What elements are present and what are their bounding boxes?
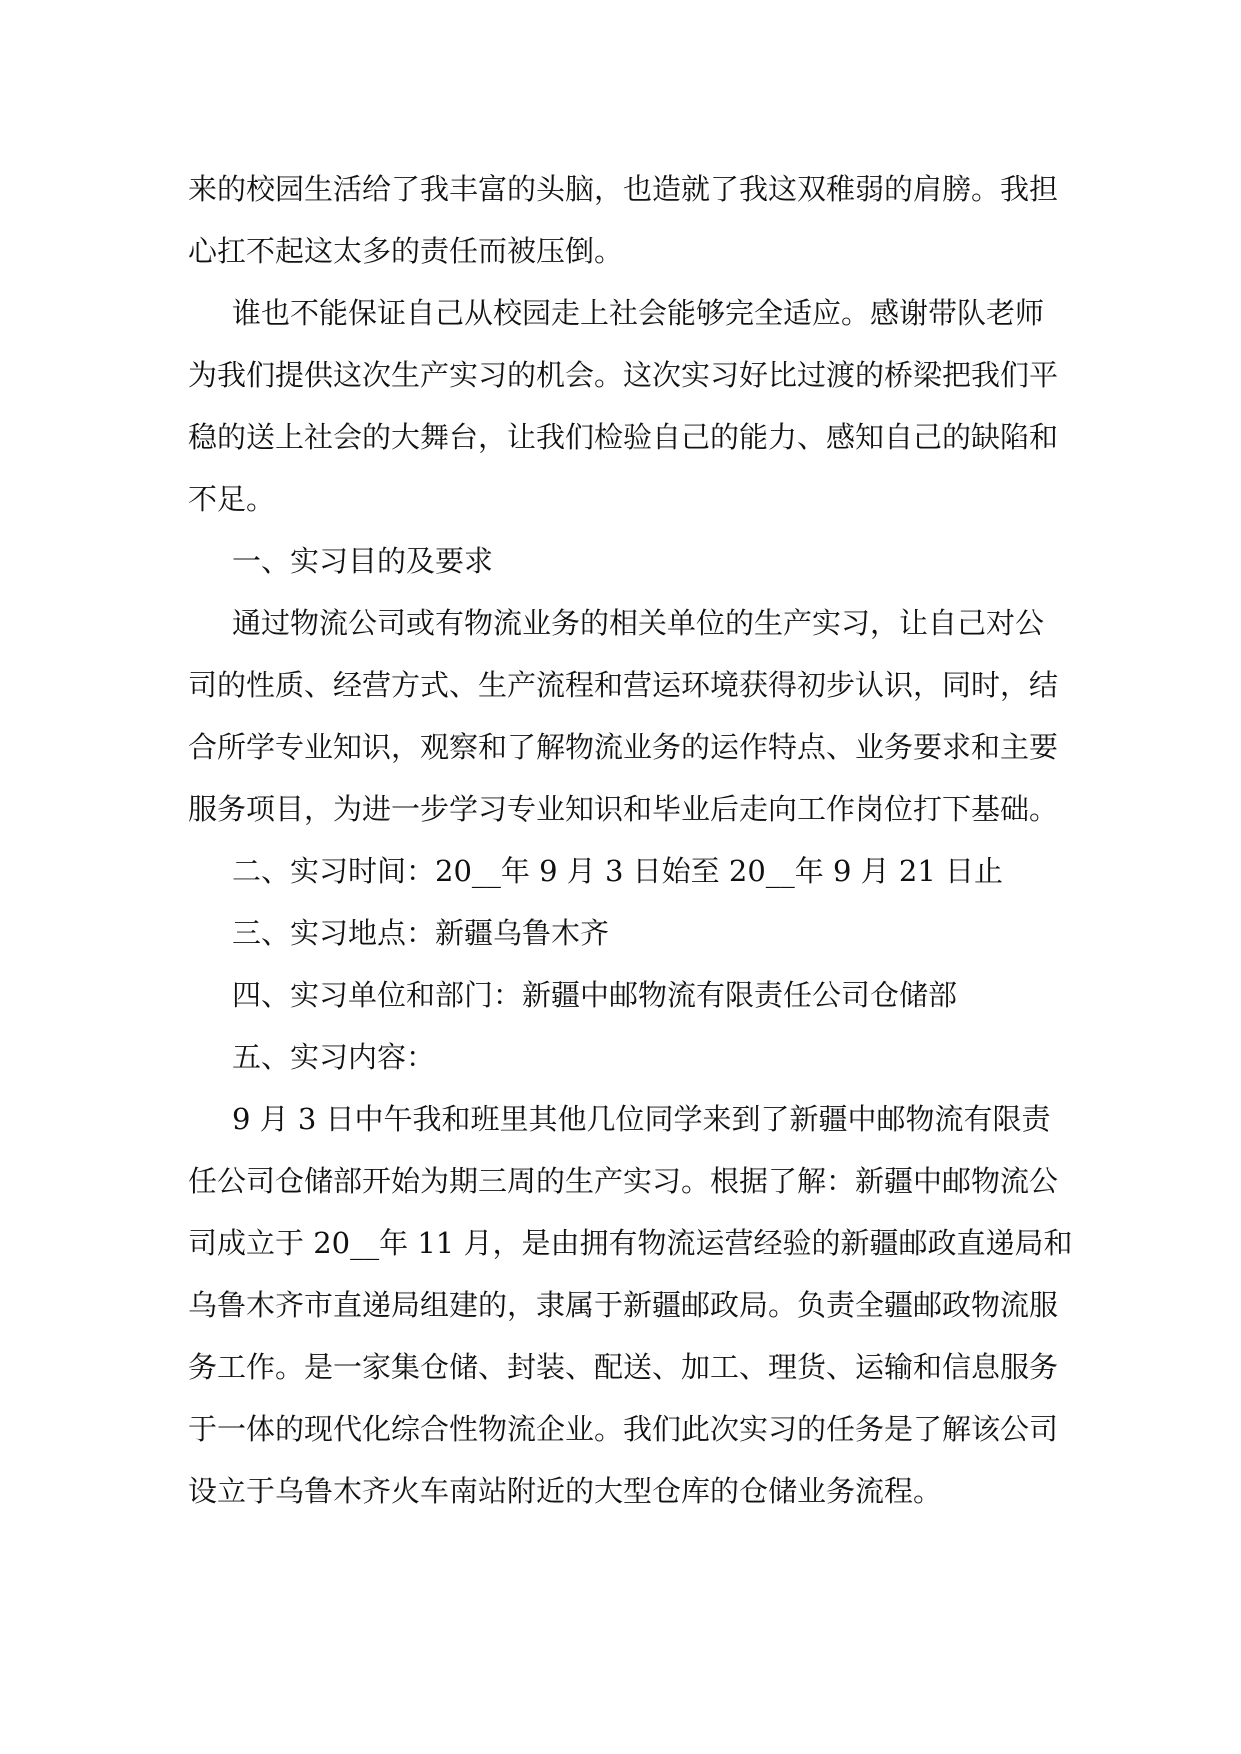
section-heading: 五、实习内容： bbox=[232, 1040, 436, 1074]
section-heading: 四、实习单位和部门：新疆中邮物流有限责任公司仓储部 bbox=[232, 978, 958, 1012]
body-line: 稳的送上社会的大舞台，让我们检验自己的能力、感知自己的缺陷和 bbox=[188, 420, 1059, 454]
body-line: 心扛不起这太多的责任而被压倒。 bbox=[188, 234, 624, 268]
body-line: 司的性质、经营方式、生产流程和营运环境获得初步认识，同时，结 bbox=[188, 668, 1059, 702]
section-heading: 一、实习目的及要求 bbox=[232, 544, 494, 578]
body-line: 司成立于 20__年 11 月，是由拥有物流运营经验的新疆邮政直递局和 bbox=[188, 1226, 1073, 1260]
body-line: 务工作。是一家集仓储、封装、配送、加工、理货、运输和信息服务 bbox=[188, 1350, 1059, 1384]
body-line: 设立于乌鲁木齐火车南站附近的大型仓库的仓储业务流程。 bbox=[188, 1474, 943, 1508]
body-line: 合所学专业知识，观察和了解物流业务的运作特点、业务要求和主要 bbox=[188, 730, 1059, 764]
body-line: 任公司仓储部开始为期三周的生产实习。根据了解：新疆中邮物流公 bbox=[188, 1164, 1059, 1198]
body-line: 乌鲁木齐市直递局组建的，隶属于新疆邮政局。负责全疆邮政物流服 bbox=[188, 1288, 1059, 1322]
body-line: 服务项目，为进一步学习专业知识和毕业后走向工作岗位打下基础。 bbox=[188, 792, 1059, 826]
body-line: 不足。 bbox=[188, 482, 276, 516]
document-body bbox=[188, 158, 1073, 1522]
body-line: 通过物流公司或有物流业务的相关单位的生产实习，让自己对公 bbox=[232, 606, 1045, 640]
section-heading: 三、实习地点：新疆乌鲁木齐 bbox=[232, 916, 610, 950]
body-line: 9 月 3 日中午我和班里其他几位同学来到了新疆中邮物流有限责 bbox=[232, 1102, 1051, 1136]
body-line: 谁也不能保证自己从校园走上社会能够完全适应。感谢带队老师 bbox=[232, 296, 1045, 330]
body-line: 于一体的现代化综合性物流企业。我们此次实习的任务是了解该公司 bbox=[188, 1412, 1059, 1446]
body-line: 为我们提供这次生产实习的机会。这次实习好比过渡的桥梁把我们平 bbox=[188, 358, 1059, 392]
section-heading: 二、实习时间：20__年 9 月 3 日始至 20__年 9 月 21 日止 bbox=[232, 854, 1004, 888]
body-line: 来的校园生活给了我丰富的头脑，也造就了我这双稚弱的肩膀。我担 bbox=[188, 172, 1059, 206]
